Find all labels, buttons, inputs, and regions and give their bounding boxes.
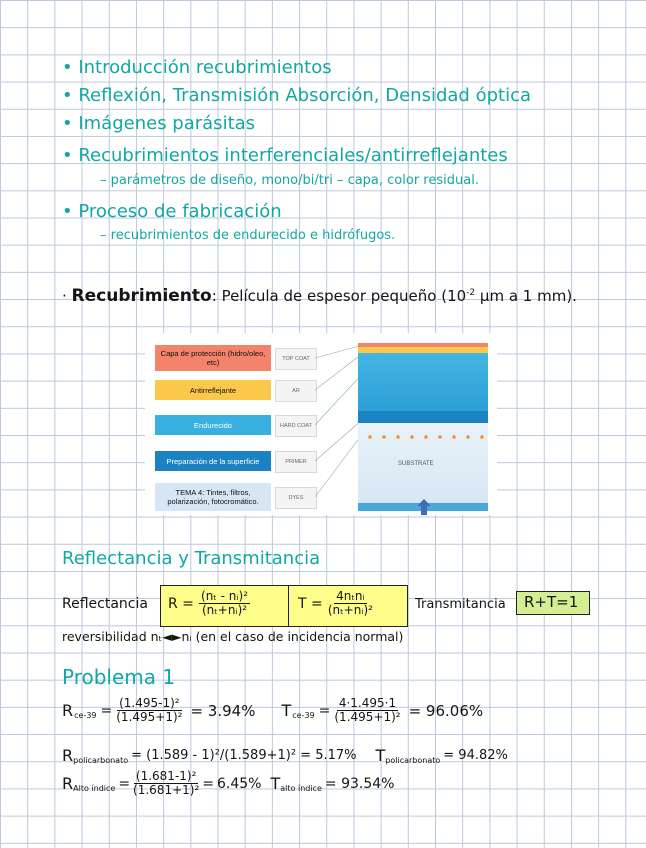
layer-label-hard-coat: Endurecido [155, 415, 271, 435]
T-symbol: T [270, 774, 281, 793]
outline-item-text: Reflexión, Transmisión Absorción, Densidad óptica [78, 85, 531, 106]
outline-subitem: – recubrimientos de endurecido e hidrófugos. [100, 228, 396, 243]
definition-text-end: μm a 1 mm). [475, 287, 577, 305]
outline-item: • Introducción recubrimientos [62, 57, 332, 78]
T-alto-value: = 93.54% [324, 775, 395, 792]
T-ce39-fraction [334, 697, 400, 724]
definition-term: Recubrimiento [71, 286, 212, 306]
reflectance-formula [168, 590, 250, 617]
T-subscript: alto índice [280, 784, 322, 793]
outline-item: • Reflexión, Transmisión Absorción, Densidad óptica [62, 85, 531, 106]
layer-code-top-coat: TOP COAT [275, 348, 317, 370]
T-subscript: policarbonato [385, 756, 441, 765]
R-ce39-numerator: (1.495-1)² [119, 696, 180, 710]
R-lhs: R = [168, 596, 194, 612]
dye-dots [362, 425, 486, 431]
R-ce39-denominator: (1.495+1)² [116, 710, 183, 724]
section-title: Reflectancia y Transmitancia [62, 548, 321, 569]
problem-title: Problema 1 [62, 665, 176, 689]
R-symbol: R [62, 774, 74, 793]
definition-colon: : [211, 287, 217, 305]
R-subscript: Alto índice [73, 784, 116, 793]
outline-item-text: Introducción recubrimientos [78, 57, 332, 78]
R-numerator: (nₜ - nᵢ)² [201, 589, 249, 603]
T-ce39-numerator: 4·1.495·1 [338, 696, 397, 710]
outline-item-text: Imágenes parásitas [78, 113, 256, 134]
R-symbol: R [62, 746, 74, 765]
layer-code-ar: AR [275, 380, 317, 402]
T-fraction [328, 590, 373, 617]
sum-formula: R+T=1 [524, 593, 579, 611]
R-symbol: R [62, 701, 74, 720]
layer-code-primer: PRIMER [275, 451, 317, 473]
transmitancia-label: Transmitancia [415, 597, 506, 612]
R-subscript: ce-39 [74, 711, 97, 720]
definition-line: · Recubrimiento: Película de espesor pequeño ($10^{-2}$ μm a 1 mm). [62, 286, 577, 306]
R-subscript: policarbonato [73, 756, 129, 765]
T-numerator: 4nₜnᵢ [336, 589, 365, 603]
R-alto-numerator: (1.681-1)² [135, 769, 197, 783]
T-symbol: T [375, 746, 386, 765]
R-policarbonato-expr: = (1.589 - 1)²/(1.589+1)² = 5.17% [131, 748, 357, 763]
R-ce39-fraction [116, 697, 182, 724]
outline-item: • Imágenes parásitas [62, 113, 256, 134]
layer-code-dyes: DYES [275, 487, 317, 509]
lens-cross-section [358, 343, 488, 511]
layer-label-ar: Antirreflejante [155, 380, 271, 400]
T-ce39-value: = 96.06% [408, 701, 484, 720]
outline-item-text: Proceso de fabricación [78, 201, 282, 222]
problem-line-1: R ce-39 = $\frac{\text{(1.495-1)²}}{\text{(1.495+1)²}}$ = 3.94% T ce-39 = $\frac{4\cdot 1.495\cdot 1}{\text{(1.495+1)²}}$ = 96.06% [62, 696, 484, 724]
R-alto-denominator: (1.681+1)² [133, 783, 200, 797]
T-subscript: ce-39 [292, 711, 315, 720]
layer-label-top-coat: Capa de protección (hidro/oleo, etc) [155, 345, 271, 371]
reflectancia-label: Reflectancia [62, 596, 148, 612]
problem-line-2 [62, 746, 508, 765]
layer-label-dyes: TEMA 4: Tintes, filtros, polarización, fotocromático. [155, 483, 271, 511]
T-ce39-denominator: (1.495+1)² [334, 710, 401, 724]
R-alto-fraction [133, 770, 199, 797]
definition-exponent: -2 [466, 288, 476, 298]
T-lhs: T = [298, 596, 323, 612]
R-fraction [199, 590, 250, 617]
coating-layers-figure [145, 333, 497, 515]
R-alto-value: 6.45% [217, 775, 262, 792]
layer-label-primer: Preparación de la superficie [155, 451, 271, 471]
R-denominator: (nₜ+nᵢ)² [201, 603, 248, 617]
transmittance-formula [298, 590, 373, 617]
outline-item: • Proceso de fabricación [62, 201, 282, 222]
substrate-label: SUBSTRATE [398, 461, 434, 467]
outline-item: • Recubrimientos interferenciales/antirreflejantes [62, 145, 508, 166]
reversibility-note: reversibilidad nₜ◄►nᵢ (en el caso de incidencia normal) [62, 629, 404, 644]
T-symbol: T [281, 701, 292, 720]
up-arrow-icon [417, 499, 431, 515]
T-policarbonato-value: = 94.82% [443, 748, 508, 763]
T-denominator: (nₜ+nᵢ)² [327, 603, 373, 617]
R-ce39-value: = 3.94% [190, 701, 256, 720]
outline-item-text: Recubrimientos interferenciales/antirreflejantes [78, 145, 508, 166]
outline-subitem: – parámetros de diseño, mono/bi/tri – capa, color residual. [100, 173, 479, 188]
definition-text: Película de espesor pequeño (10 [221, 287, 467, 305]
problem-line-3: R Alto índice = $\frac{\text{(1.681-1)²}}{\text{(1.681+1)²}}$ = 6.45% T alto índice = 93.54% [62, 769, 395, 797]
layer-code-hard-coat: HARD COAT [275, 415, 317, 437]
